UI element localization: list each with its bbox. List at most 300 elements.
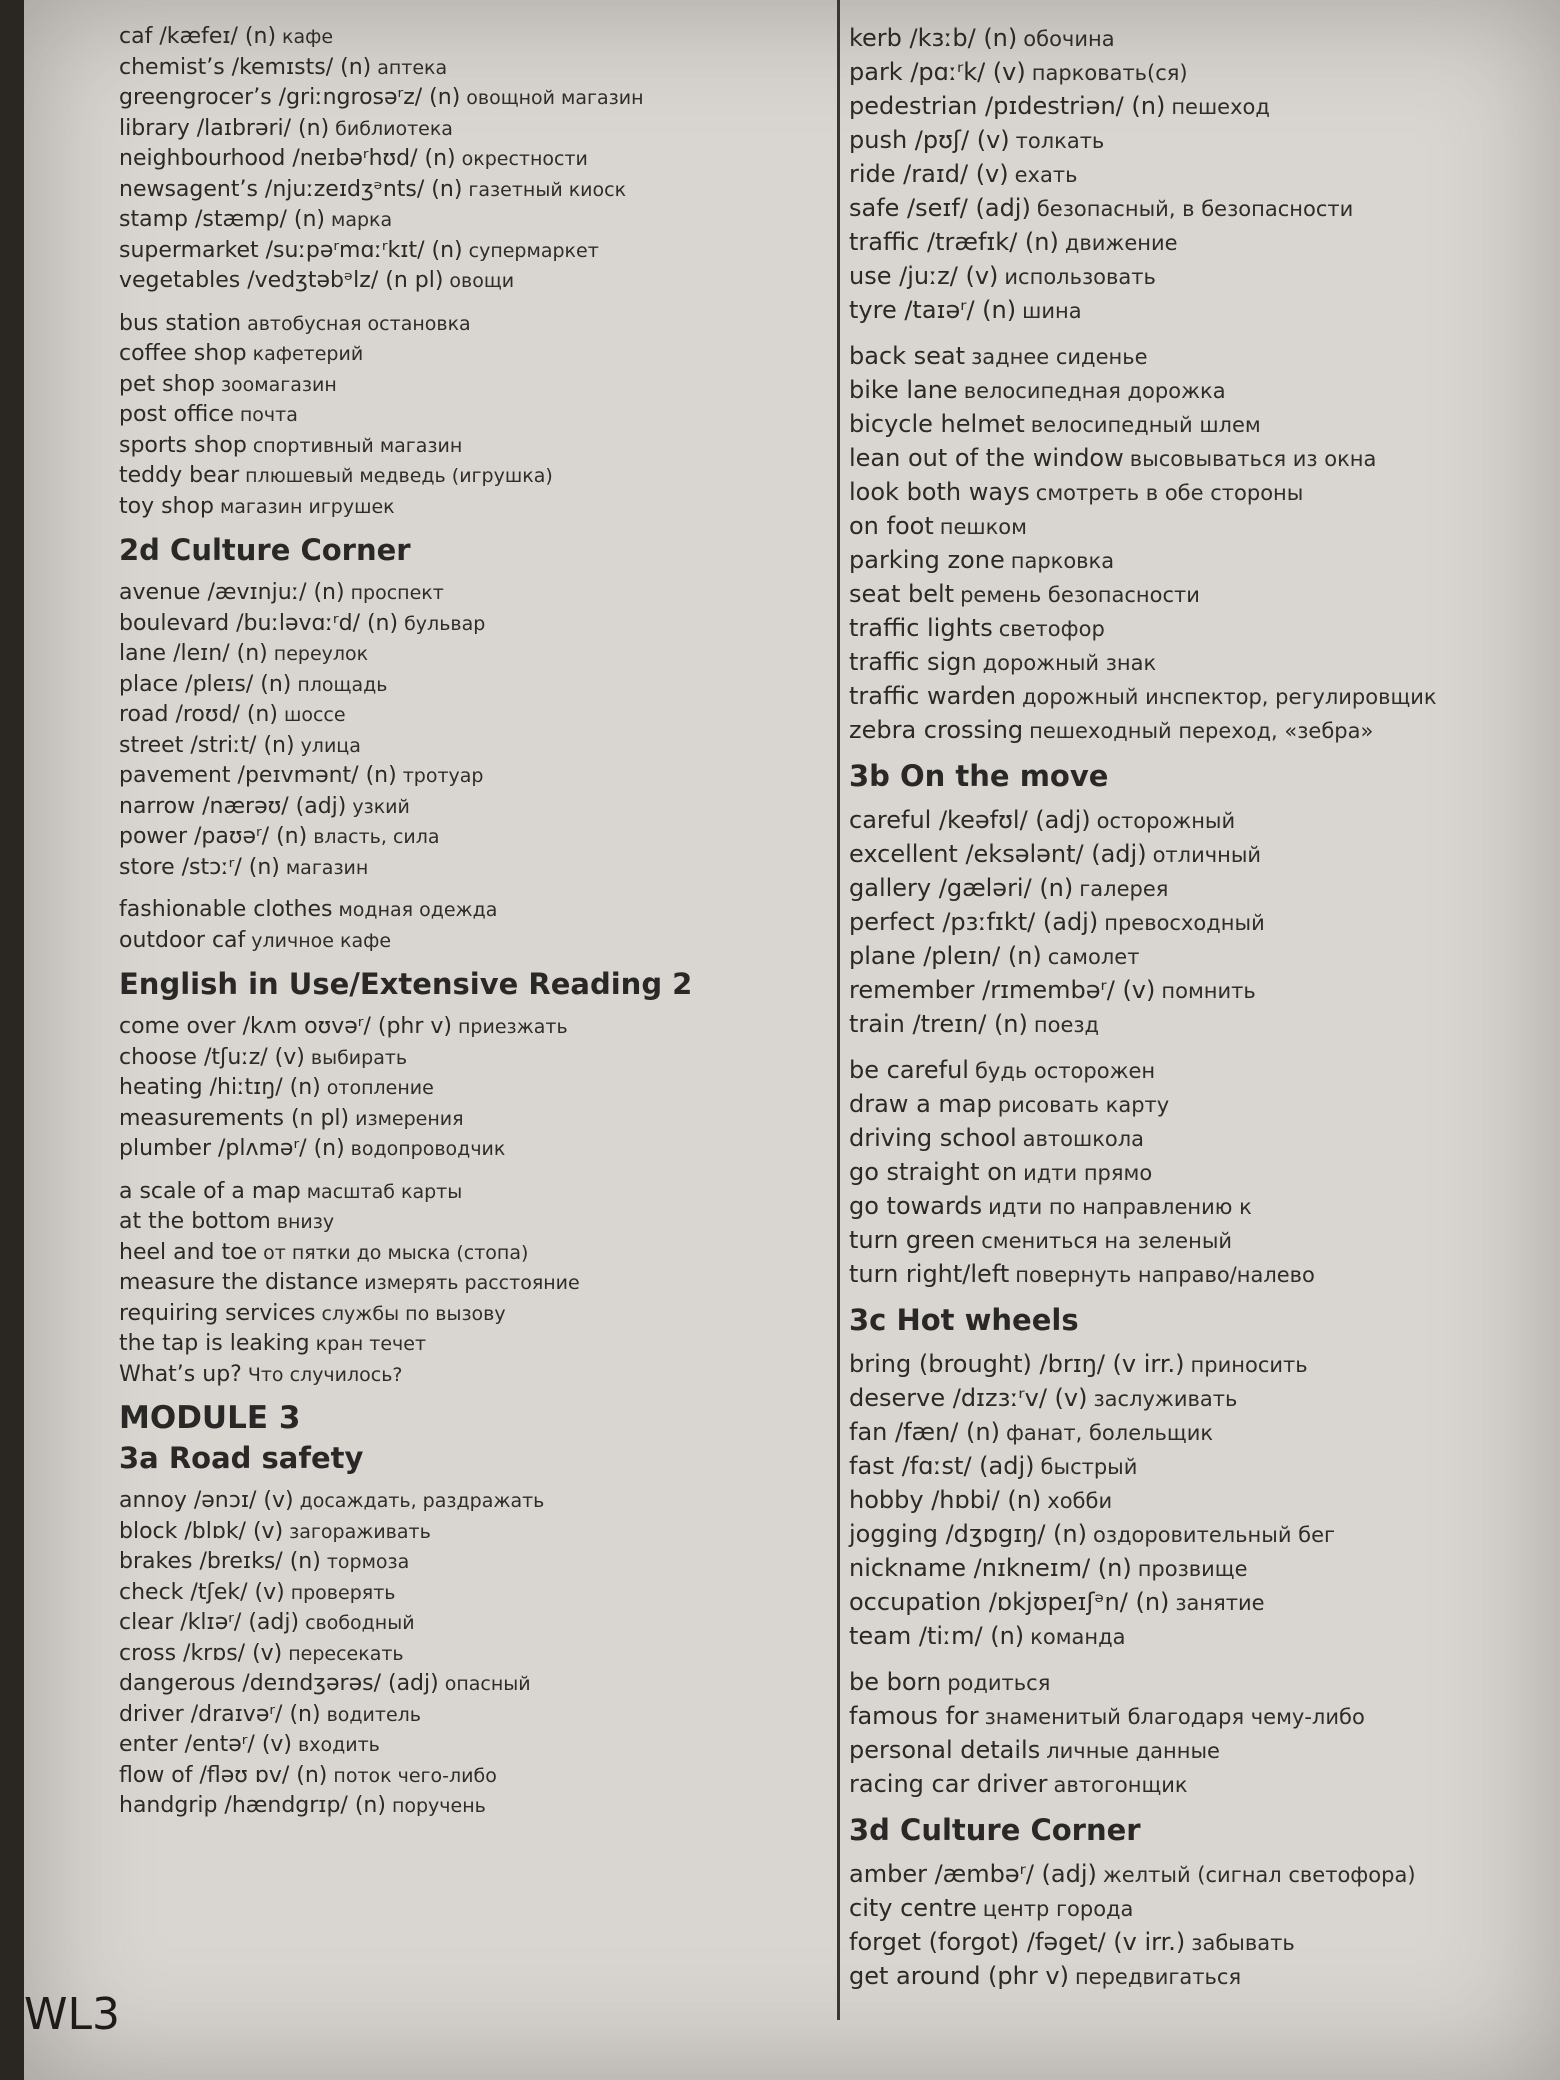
vocab-entry (119, 266, 809, 297)
vocab-term: famous for (849, 1702, 979, 1730)
vocab-entry (849, 1666, 1549, 1700)
vocab-term: city centre (849, 1894, 977, 1922)
vocab-translation: пешком (939, 515, 1027, 539)
vocab-entry (119, 53, 809, 84)
vocab-entry (119, 578, 809, 609)
vocab-entry (119, 1608, 809, 1639)
vocab-term: fast /fɑːst/ (adj) (849, 1452, 1035, 1480)
vocab-term: toy shop (119, 493, 214, 519)
vocab-term: be careful (849, 1056, 969, 1084)
vocab-entry (119, 1073, 809, 1104)
vocab-term: flow of /fləʊ ɒv/ (n) (119, 1762, 328, 1788)
vocab-term: narrow /nærəʊ/ (adj) (119, 793, 347, 819)
vocab-translation: толкать (1015, 129, 1105, 153)
spacer (119, 883, 809, 895)
vocab-term: gallery /gæləri/ (n) (849, 874, 1074, 902)
vocab-translation: библиотека (335, 117, 453, 140)
vocab-term: use /juːz/ (v) (849, 262, 999, 290)
vocab-translation: превосходный (1104, 911, 1265, 935)
vocab-term: enter /entəʳ/ (v) (119, 1732, 293, 1757)
vocab-entry (119, 1517, 809, 1548)
vocab-translation: кафе (282, 26, 334, 48)
vocab-translation: шина (1022, 299, 1082, 323)
vocab-entry (849, 804, 1549, 838)
vocab-term: careful /keəfʊl/ (adj) (849, 806, 1091, 834)
vocab-term: train /treɪn/ (n) (849, 1010, 1028, 1038)
vocab-translation: заднее сиденье (971, 345, 1148, 369)
vocab-translation: заслуживать (1093, 1387, 1238, 1411)
vocab-entry (119, 309, 809, 340)
list-group (119, 1486, 809, 1822)
vocab-term: personal details (849, 1736, 1041, 1764)
vocab-entry (849, 1382, 1549, 1416)
vocab-translation: супермаркет (468, 239, 599, 262)
vocab-translation: идти по направлению к (988, 1195, 1252, 1219)
vocab-translation: тормоза (326, 1551, 410, 1573)
vocab-translation: родиться (947, 1671, 1051, 1695)
vocab-translation: будь осторожен (974, 1059, 1156, 1083)
vocab-translation: зоомагазин (220, 373, 337, 396)
vocab-translation: тротуар (402, 765, 484, 787)
vocab-translation: входить (298, 1734, 380, 1756)
vocab-translation: хобби (1047, 1489, 1113, 1513)
vocab-translation: овощной магазин (466, 87, 644, 109)
vocab-entry (119, 144, 809, 175)
vocab-translation: свободный (305, 1612, 415, 1634)
vocab-translation: самолет (1047, 945, 1140, 969)
vocab-translation: марка (330, 209, 393, 231)
vocab-term: boulevard /buːləvɑːʳd/ (n) (119, 610, 399, 636)
vocab-translation: измерять расстояние (364, 1272, 580, 1294)
vocab-translation: поручень (391, 1795, 486, 1817)
vocab-term: What’s up? (119, 1361, 242, 1387)
vocab-translation: уличное кафе (251, 929, 392, 952)
vocab-entry (849, 1054, 1549, 1088)
vocab-entry (119, 761, 809, 792)
vocab-term: push /pʊʃ/ (v) (849, 126, 1010, 154)
vocab-term: go towards (849, 1192, 983, 1220)
vocab-term: kerb /kɜːb/ (n) (849, 24, 1018, 52)
vocab-term: go straight on (849, 1158, 1018, 1186)
list-group (849, 1054, 1549, 1292)
vocab-translation: магазин игрушек (219, 495, 395, 518)
vocab-term: remember /rɪmembəʳ/ (v) (849, 976, 1156, 1004)
vocab-term: greengrocer’s /griːngrosəʳz/ (n) (119, 85, 461, 110)
vocab-term: brakes /breɪks/ (n) (119, 1549, 321, 1574)
vocab-term: check /tʃek/ (v) (119, 1579, 285, 1605)
vocab-term: outdoor caf (119, 927, 246, 953)
vocab-translation: узкий (352, 795, 410, 818)
vocab-translation: команда (1030, 1625, 1126, 1649)
vocab-term: nickname /nɪkneɪm/ (n) (849, 1554, 1132, 1582)
vocab-entry (119, 1134, 809, 1165)
vocab-entry (849, 646, 1549, 680)
vocab-term: occupation /ɒkjʊpeɪʃᵊn/ (n) (849, 1588, 1170, 1616)
vocab-term: measurements (n pl) (119, 1105, 350, 1131)
vocab-term: plumber /plʌməʳ/ (n) (119, 1136, 345, 1161)
vocab-translation: службы по вызову (321, 1302, 506, 1325)
vocab-translation: безопасный, в безопасности (1036, 197, 1354, 221)
vocab-entry (119, 83, 809, 114)
list-group (849, 1858, 1549, 1994)
vocab-translation: знаменитый благодаря чему-либо (984, 1705, 1365, 1729)
module-heading: MODULE 3 (119, 1400, 301, 1436)
vocab-translation: светофор (998, 617, 1105, 641)
vocab-entry (119, 670, 809, 701)
vocab-translation: занятие (1175, 1591, 1265, 1615)
vocabulary-page (24, 0, 1560, 2080)
vocab-entry (849, 1892, 1549, 1926)
section-heading: English in Use/Extensive Reading 2 (119, 967, 693, 1001)
vocab-translation: Что случилось? (247, 1363, 403, 1386)
vocab-entry (119, 1268, 809, 1299)
vocab-term: requiring services (119, 1300, 316, 1326)
vocab-entry (119, 853, 809, 884)
vocab-term: team /tiːm/ (n) (849, 1622, 1025, 1650)
vocab-entry (119, 609, 809, 640)
list-group (849, 1666, 1549, 1802)
vocab-translation: галерея (1079, 877, 1169, 901)
vocab-translation: окрестности (461, 148, 588, 170)
vocab-translation: передвигаться (1074, 1965, 1242, 1989)
vocab-term: traffic sign (849, 648, 977, 676)
vocab-translation: отличный (1152, 843, 1262, 867)
vocab-translation: рисовать карту (997, 1093, 1170, 1117)
vocab-entry (849, 442, 1549, 476)
vocab-term: bike lane (849, 376, 958, 404)
vocab-translation: обочина (1023, 27, 1115, 51)
vocab-entry (849, 1768, 1549, 1802)
vocab-entry (119, 1669, 809, 1700)
vocab-translation: овощи (449, 270, 515, 292)
vocab-term: safe /seɪf/ (adj) (849, 194, 1031, 222)
vocab-translation: отопление (326, 1077, 434, 1099)
vocab-term: draw a map (849, 1090, 992, 1118)
vocab-term: parking zone (849, 546, 1005, 574)
vocab-entry (849, 1224, 1549, 1258)
spacer (119, 297, 809, 309)
vocab-entry (849, 1190, 1549, 1224)
vocab-entry (849, 1700, 1549, 1734)
vocab-translation: магазин (285, 856, 369, 879)
vocab-term: heel and toe (119, 1239, 258, 1265)
vocab-translation: осторожный (1096, 809, 1236, 833)
list-group (119, 1012, 809, 1165)
column-divider (837, 0, 840, 2020)
vocab-term: amber /æmbəʳ/ (adj) (849, 1860, 1097, 1888)
vocab-translation: площадь (297, 673, 388, 696)
vocab-translation: оздоровительный бег (1093, 1523, 1336, 1547)
vocab-term: seat belt (849, 580, 955, 608)
vocab-entry (849, 714, 1549, 748)
section-heading: 3c Hot wheels (849, 1303, 1079, 1337)
vocab-entry (119, 700, 809, 731)
vocab-translation: масштаб карты (306, 1180, 463, 1203)
vocab-entry (849, 1586, 1549, 1620)
vocab-entry (119, 1238, 809, 1269)
list-group (119, 309, 809, 523)
vocab-entry (119, 339, 809, 370)
vocab-translation: улица (300, 734, 361, 757)
vocab-entry (119, 1761, 809, 1792)
vocab-entry (849, 1008, 1549, 1042)
vocab-entry (849, 374, 1549, 408)
vocab-entry (119, 22, 809, 53)
vocab-entry (849, 90, 1549, 124)
vocab-entry (849, 1348, 1549, 1382)
vocab-translation: ехать (1014, 163, 1078, 187)
vocab-term: clear /klɪəʳ/ (adj) (119, 1610, 300, 1635)
vocab-entry (119, 1639, 809, 1670)
vocab-term: supermarket /suːpəʳmɑːʳkɪt/ (n) (119, 237, 463, 263)
vocab-term: driver /draɪvəʳ/ (n) (119, 1701, 321, 1727)
vocab-term: chemist’s /kemɪsts/ (n) (119, 54, 372, 80)
vocab-translation: ремень безопасности (960, 583, 1200, 607)
vocab-translation: кафетерий (252, 343, 364, 365)
vocab-term: pavement /peɪvmənt/ (n) (119, 763, 397, 788)
vocab-translation: спортивный магазин (252, 434, 463, 457)
vocab-entry (849, 340, 1549, 374)
vocab-translation: внизу (276, 1211, 335, 1233)
vocab-translation: власть, сила (313, 826, 440, 848)
vocab-entry (119, 1700, 809, 1731)
vocab-term: zebra crossing (849, 716, 1024, 744)
vocab-term: lane /leɪn/ (n) (119, 641, 268, 666)
vocab-translation: дорожный знак (982, 651, 1157, 675)
vocab-translation: модная одежда (338, 899, 498, 921)
vocab-translation: пешеход (1171, 95, 1270, 119)
vocab-translation: прозвище (1137, 1557, 1248, 1581)
vocab-translation: велосипедная дорожка (963, 379, 1226, 403)
vocab-translation: автошкола (1022, 1127, 1145, 1151)
spacer (119, 1165, 809, 1177)
vocab-entry (849, 56, 1549, 90)
vocab-translation: парковка (1010, 549, 1115, 573)
vocab-term: stamp /stæmp/ (n) (119, 207, 325, 232)
vocab-entry (849, 906, 1549, 940)
vocab-entry (119, 895, 809, 926)
list-group (849, 22, 1549, 328)
vocab-term: heating /hiːtɪŋ/ (n) (119, 1075, 321, 1100)
list-group (119, 578, 809, 883)
vocab-entry (849, 612, 1549, 646)
vocab-term: store /stɔːʳ/ (n) (119, 854, 280, 880)
vocab-term: plane /pleɪn/ (n) (849, 942, 1042, 970)
vocab-term: teddy bear (119, 463, 240, 488)
vocab-entry (849, 1552, 1549, 1586)
vocab-entry (849, 940, 1549, 974)
vocab-entry (849, 578, 1549, 612)
vocab-translation: досаждать, раздражать (299, 1490, 545, 1512)
vocab-term: turn green (849, 1226, 976, 1254)
vocab-term: block /blɒk/ (v) (119, 1518, 284, 1544)
vocab-term: come over /kʌm oʊvəʳ/ (phr v) (119, 1014, 452, 1039)
list-group (119, 1177, 809, 1391)
list-group (849, 804, 1549, 1042)
spacer (849, 1654, 1549, 1666)
vocab-term: newsagent’s /njuːzeɪdʒᵊnts/ (n) (119, 176, 463, 202)
vocab-term: a scale of a map (119, 1178, 301, 1204)
vocab-translation: выбирать (310, 1046, 408, 1069)
vocab-translation: проверять (290, 1581, 396, 1604)
spacer (849, 1042, 1549, 1054)
vocab-term: bicycle helmet (849, 410, 1025, 438)
section-heading: 2d Culture Corner (119, 533, 411, 567)
vocab-term: dangerous /deɪndʒərəs/ (adj) (119, 1671, 439, 1696)
vocab-entry (849, 1156, 1549, 1190)
vocab-translation: забывать (1191, 1931, 1295, 1955)
vocab-entry (119, 1043, 809, 1074)
vocab-term: racing car driver (849, 1770, 1048, 1798)
vocab-translation: поток чего-либо (333, 1764, 497, 1787)
vocab-translation: личные данные (1046, 1739, 1220, 1763)
vocab-entry (119, 1012, 809, 1043)
left-column (119, 22, 809, 1822)
vocab-translation: опасный (444, 1673, 531, 1695)
vocab-translation: центр города (982, 1897, 1134, 1921)
vocab-entry (849, 226, 1549, 260)
vocab-translation: пересекать (288, 1642, 404, 1665)
vocab-term: handgrip /hændgrɪp/ (n) (119, 1793, 386, 1818)
vocab-term: caf /kæfeɪ/ (n) (119, 24, 277, 49)
vocab-entry (119, 400, 809, 431)
vocab-translation: поезд (1033, 1013, 1100, 1037)
vocab-entry (849, 1088, 1549, 1122)
vocab-translation: смотреть в обе стороны (1035, 481, 1304, 505)
vocab-translation: помнить (1161, 979, 1256, 1003)
vocab-term: power /paʊəʳ/ (n) (119, 824, 308, 849)
vocab-term: street /striːt/ (n) (119, 732, 295, 758)
vocab-entry (119, 926, 809, 957)
vocab-translation: от пятки до мыска (стопа) (263, 1241, 529, 1264)
section-heading: 3b On the move (849, 759, 1109, 793)
vocab-entry (849, 1416, 1549, 1450)
vocab-entry (849, 294, 1549, 328)
vocab-term: pet shop (119, 371, 215, 397)
vocab-term: on foot (849, 512, 934, 540)
vocab-term: place /pleɪs/ (n) (119, 671, 292, 697)
spacer (849, 328, 1549, 340)
vocab-term: bring (brought) /brɪŋ/ (v irr.) (849, 1350, 1185, 1378)
vocab-term: turn right/left (849, 1260, 1010, 1288)
vocab-entry (119, 1486, 809, 1517)
vocab-entry (119, 370, 809, 401)
list-group (119, 22, 809, 297)
vocab-entry (119, 731, 809, 762)
vocab-entry (849, 476, 1549, 510)
vocab-entry (849, 1960, 1549, 1994)
vocab-entry (849, 510, 1549, 544)
vocab-term: park /pɑːʳk/ (v) (849, 58, 1026, 86)
vocab-term: neighbourhood /neɪbəʳhʊd/ (n) (119, 146, 456, 171)
vocab-entry (119, 1177, 809, 1208)
vocab-term: hobby /hɒbi/ (n) (849, 1486, 1042, 1514)
vocab-term: cross /krɒs/ (v) (119, 1640, 283, 1666)
vocab-term: driving school (849, 1124, 1017, 1152)
vocab-term: be born (849, 1668, 942, 1696)
section-heading: 3d Culture Corner (849, 1813, 1141, 1847)
vocab-entry (119, 1730, 809, 1761)
vocab-term: ride /raɪd/ (v) (849, 160, 1009, 188)
vocab-translation: дорожный инспектор, регулировщик (1022, 685, 1437, 709)
vocab-term: lean out of the window (849, 444, 1124, 472)
vocab-term: look both ways (849, 478, 1030, 506)
vocab-term: traffic lights (849, 614, 993, 642)
vocab-term: measure the distance (119, 1270, 359, 1295)
vocab-entry (119, 205, 809, 236)
vocab-entry (119, 492, 809, 523)
vocab-translation: аптека (377, 56, 448, 79)
vocab-entry (849, 1484, 1549, 1518)
vocab-translation: переулок (273, 643, 369, 665)
vocab-entry (119, 1329, 809, 1360)
vocab-translation: быстрый (1040, 1455, 1138, 1479)
vocab-entry (849, 1450, 1549, 1484)
vocab-translation: плюшевый медведь (игрушка) (245, 465, 553, 487)
vocab-term: post office (119, 402, 234, 427)
vocab-term: avenue /ævɪnjuː/ (n) (119, 580, 345, 605)
vocab-entry (849, 872, 1549, 906)
vocab-translation: желтый (сигнал светофора) (1102, 1863, 1416, 1887)
vocab-term: tyre /taɪəʳ/ (n) (849, 296, 1017, 324)
page-label: WL3 (24, 1989, 121, 2040)
vocab-translation: парковать(ся) (1031, 61, 1188, 85)
vocab-translation: измерения (355, 1107, 464, 1130)
vocab-translation: смениться на зеленый (981, 1229, 1233, 1253)
vocab-entry (849, 158, 1549, 192)
vocab-translation: кран течет (315, 1333, 427, 1355)
vocab-term: at the bottom (119, 1209, 271, 1234)
vocab-entry (119, 1360, 809, 1391)
vocab-entry (119, 639, 809, 670)
vocab-term: fashionable clothes (119, 897, 333, 922)
vocab-entry (119, 431, 809, 462)
vocab-term: library /laɪbrəri/ (n) (119, 115, 330, 141)
vocab-translation: загораживать (289, 1520, 431, 1543)
vocab-entry (849, 1258, 1549, 1292)
vocab-entry (849, 974, 1549, 1008)
vocab-translation: повернуть направо/налево (1015, 1263, 1315, 1287)
vocab-entry (119, 1578, 809, 1609)
vocab-translation: водопроводчик (350, 1138, 506, 1160)
vocab-term: traffic warden (849, 682, 1017, 710)
vocab-entry (119, 1299, 809, 1330)
vocab-entry (119, 822, 809, 853)
vocab-translation: бульвар (404, 612, 486, 635)
vocab-entry (849, 260, 1549, 294)
vocab-term: vegetables /vedʒtəbᵊlz/ (n pl) (119, 268, 444, 293)
vocab-translation: газетный киоск (468, 178, 627, 201)
vocab-translation: велосипедный шлем (1030, 413, 1261, 437)
vocab-entry (849, 1620, 1549, 1654)
vocab-entry (849, 22, 1549, 56)
vocab-term: annoy /ənɔɪ/ (v) (119, 1488, 294, 1513)
vocab-translation: почта (239, 404, 298, 426)
vocab-entry (849, 192, 1549, 226)
section-heading: 3a Road safety (119, 1441, 364, 1475)
vocab-entry (119, 1104, 809, 1135)
vocab-entry (849, 1926, 1549, 1960)
vocab-translation: автогонщик (1053, 1773, 1188, 1797)
vocab-entry (849, 1858, 1549, 1892)
vocab-entry (119, 236, 809, 267)
vocab-translation: идти прямо (1023, 1161, 1153, 1185)
vocab-entry (849, 680, 1549, 714)
vocab-term: get around (phr v) (849, 1962, 1069, 1990)
vocab-translation: водитель (326, 1703, 421, 1726)
vocab-translation: пешеходный переход, «зебра» (1029, 719, 1374, 743)
vocab-term: perfect /pɜːfɪkt/ (adj) (849, 908, 1099, 936)
